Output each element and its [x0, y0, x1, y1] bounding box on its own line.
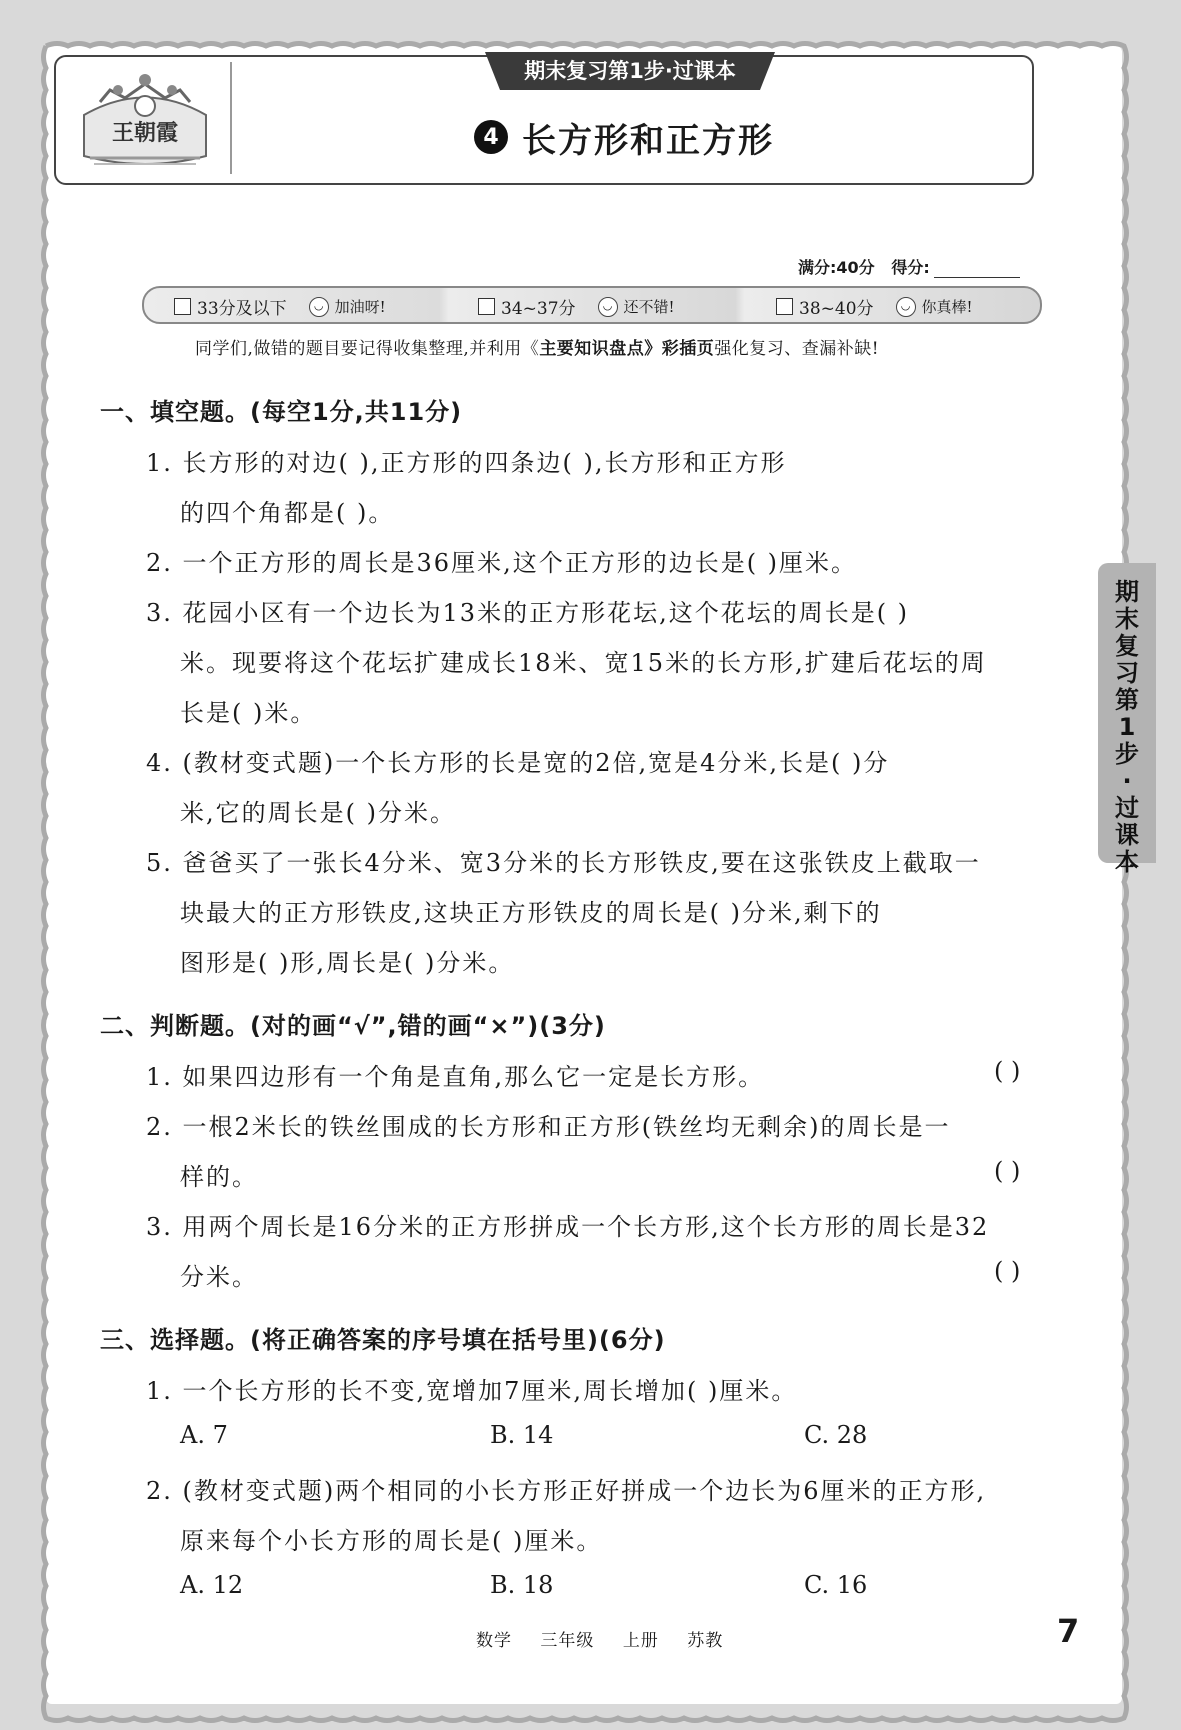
logo-emblem: [70, 60, 220, 178]
score-label: 得分:: [891, 258, 930, 277]
logo-divider: [230, 62, 232, 174]
question-line: 1. 一个长方形的长不变,宽增加7厘米,周长增加( )厘米。: [146, 1377, 798, 1405]
checkbox-icon[interactable]: [776, 298, 793, 315]
checkbox-icon[interactable]: [174, 298, 191, 315]
page-number: 7: [1057, 1612, 1080, 1650]
option-c: C. 16: [804, 1571, 868, 1599]
question-line: 图形是( )形,周长是( )分米。: [180, 949, 515, 977]
score-blank: [934, 277, 1020, 278]
answer-paren[interactable]: ( ): [994, 1157, 1021, 1185]
rating-band: [142, 286, 1042, 324]
rating-range: 38~40分: [799, 299, 874, 319]
section-3-title: 三、选择题。(将正确答案的序号填在括号里)(6分): [100, 1326, 666, 1354]
answer-paren[interactable]: ( ): [994, 1257, 1021, 1285]
question-line: 1. 如果四边形有一个角是直角,那么它一定是长方形。: [146, 1063, 765, 1091]
chapter-title: 长方形和正方形: [522, 120, 774, 161]
question-line: 长是( )米。: [180, 699, 317, 727]
option-c: C. 28: [804, 1421, 868, 1449]
option-b: B. 18: [490, 1571, 554, 1599]
option-a: A. 7: [180, 1421, 228, 1449]
footer-grade: 三年级: [540, 1631, 595, 1651]
option-a: A. 12: [180, 1571, 244, 1599]
question-line: 块最大的正方形铁皮,这块正方形铁皮的周长是( )分米,剩下的: [180, 899, 882, 927]
question-line: 3. 花园小区有一个边长为13米的正方形花坛,这个花坛的周长是( ): [146, 599, 910, 627]
full-score: 满分:40分: [798, 258, 875, 277]
smiley-icon: ◡: [598, 297, 618, 317]
rating-face-text: 你真棒!: [921, 298, 973, 316]
question-line: 样的。: [180, 1163, 258, 1191]
side-tab: [1098, 563, 1156, 876]
smiley-icon: ◡: [309, 297, 329, 317]
smiley-icon: ◡: [896, 297, 916, 317]
question-line: 分米。: [180, 1263, 258, 1291]
question-line: 4. (教材变式题)一个长方形的长是宽的2倍,宽是4分米,长是( )分: [146, 749, 890, 777]
question-line: 1. 长方形的对边( ),正方形的四条边( ),长方形和正方形: [146, 449, 787, 477]
banner: [485, 52, 775, 90]
option-b: B. 14: [490, 1421, 554, 1449]
side-tab-text: 期 末 复 习 第 1 步 · 过 课 本: [1115, 578, 1139, 876]
section-2-title: 二、判断题。(对的画“√”,错的画“×”)(3分): [100, 1012, 606, 1040]
question-line: 2. 一根2米长的铁丝围成的长方形和正方形(铁丝均无剩余)的周长是一: [146, 1113, 951, 1141]
footer-edition: 苏教: [687, 1631, 724, 1651]
question-line: 5. 爸爸买了一张长4分米、宽3分米的长方形铁皮,要在这张铁皮上截取一: [146, 849, 981, 877]
rating-item: [776, 294, 973, 319]
rating-item: [478, 294, 675, 319]
rating-item: [174, 294, 386, 319]
question-line: 米。现要将这个花坛扩建成长18米、宽15米的长方形,扩建后花坛的周: [180, 649, 987, 677]
rating-face-text: 还不错!: [623, 298, 675, 316]
question-line: 2. 一个正方形的周长是36厘米,这个正方形的边长是( )厘米。: [146, 549, 858, 577]
logo-text: 王朝霞: [111, 120, 179, 146]
section-1-title: 一、填空题。(每空1分,共11分): [100, 398, 463, 426]
footer: [476, 1626, 745, 1651]
rating-face-text: 加油呀!: [334, 298, 386, 316]
footer-subject: 数学: [476, 1631, 512, 1651]
footer-volume: 上册: [622, 1631, 659, 1651]
answer-paren[interactable]: ( ): [994, 1057, 1021, 1085]
chapter-number: 4: [474, 120, 508, 154]
rating-range: 34~37分: [501, 299, 576, 319]
banner-text: 期末复习第1步·过课本: [524, 59, 736, 83]
question-line: 原来每个小长方形的周长是( )厘米。: [180, 1527, 603, 1555]
question-line: 3. 用两个周长是16分米的正方形拼成一个长方形,这个长方形的周长是32: [146, 1213, 990, 1241]
question-line: 2. (教材变式题)两个相同的小长方形正好拼成一个边长为6厘米的正方形,: [146, 1477, 987, 1505]
question-line: 的四个角都是( )。: [180, 499, 395, 527]
score-line: [798, 255, 1020, 278]
question-line: 米,它的周长是( )分米。: [180, 799, 456, 827]
rating-range: 33分及以下: [197, 299, 287, 319]
checkbox-icon[interactable]: [478, 298, 495, 315]
notice-text: 同学们,做错的题目要记得收集整理,并利用《主要知识盘点》彩插页强化复习、查漏补缺!: [195, 339, 880, 359]
chapter-heading: [474, 112, 774, 162]
